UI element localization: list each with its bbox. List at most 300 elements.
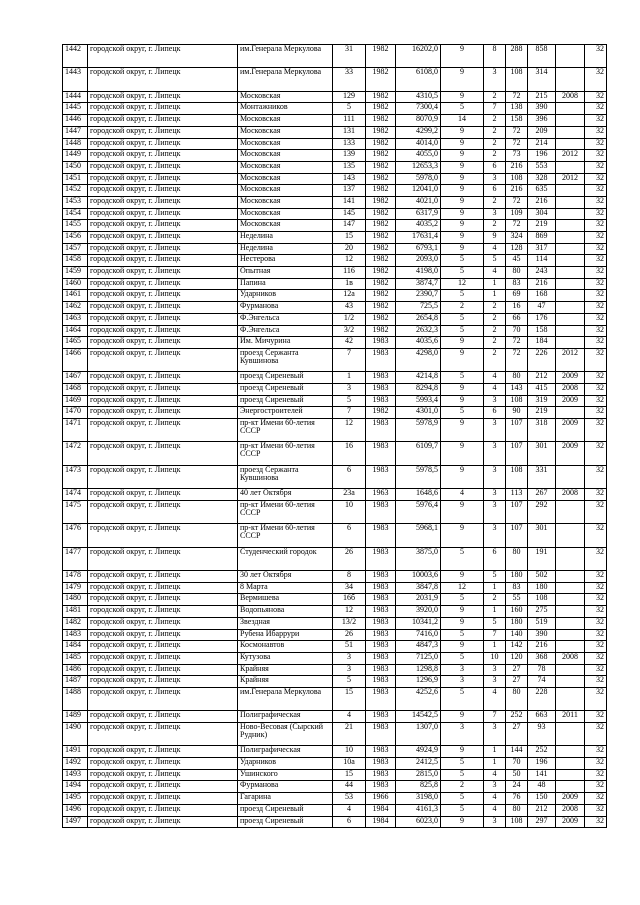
cell-area: 2093,0 [396,255,441,267]
cell-repair-year [556,267,585,279]
cell-row-number: 1466 [63,348,88,371]
cell-area: 3198,0 [396,793,441,805]
cell-apartments: 107 [506,500,528,523]
cell-code: 32 [585,571,607,583]
cell-row-number: 1443 [63,68,88,91]
cell-entrances: 5 [484,571,506,583]
cell-street: Крайняя [238,664,333,676]
cell-code: 32 [585,45,607,68]
cell-house-number: 15 [333,687,366,710]
table-row [63,407,607,419]
cell-row-number: 1476 [63,524,88,547]
cell-apartments: 69 [506,290,528,302]
cell-apartments: 27 [506,723,528,746]
cell-floors: 9 [441,91,484,103]
cell-code: 32 [585,594,607,606]
cell-entrances: 1 [484,290,506,302]
cell-repair-year: 2009 [556,372,585,384]
cell-street: Папина [238,278,333,290]
cell-street: Ушинского [238,769,333,781]
cell-entrances: 7 [484,711,506,723]
cell-row-number: 1472 [63,442,88,465]
cell-entrances: 6 [484,407,506,419]
cell-row-number: 1463 [63,313,88,325]
cell-house-number: 43 [333,302,366,314]
cell-residents: 219 [528,220,556,232]
cell-row-number: 1492 [63,758,88,770]
cell-code: 32 [585,547,607,570]
cell-house-number: 7 [333,348,366,371]
cell-repair-year [556,290,585,302]
cell-repair-year [556,676,585,688]
cell-repair-year [556,68,585,91]
cell-street: Студенческий городок [238,547,333,570]
cell-year-built: 1983 [366,571,396,583]
cell-code: 32 [585,687,607,710]
cell-residents: 415 [528,383,556,395]
cell-street: Ф.Энгельса [238,313,333,325]
cell-row-number: 1444 [63,91,88,103]
cell-municipality: городской округ, г. Липецк [88,641,238,653]
cell-apartments: 108 [506,68,528,91]
cell-apartments: 66 [506,313,528,325]
cell-repair-year: 2008 [556,91,585,103]
cell-house-number: 5 [333,676,366,688]
cell-code: 32 [585,278,607,290]
cell-entrances: 3 [484,816,506,828]
cell-apartments: 108 [506,465,528,488]
cell-street: проезд Сиреневый [238,816,333,828]
cell-code: 32 [585,758,607,770]
table-row [63,547,607,570]
cell-row-number: 1496 [63,804,88,816]
cell-residents: 390 [528,629,556,641]
table-row [63,465,607,488]
cell-repair-year [556,582,585,594]
cell-municipality: городской округ, г. Липецк [88,723,238,746]
cell-repair-year [556,617,585,629]
cell-floors: 9 [441,232,484,244]
cell-municipality: городской округ, г. Липецк [88,816,238,828]
cell-street: Им. Мичурина [238,337,333,349]
cell-repair-year: 2009 [556,395,585,407]
cell-repair-year: 2008 [556,383,585,395]
cell-year-built: 1983 [366,442,396,465]
cell-street: 40 лет Октября [238,489,333,501]
table-row [63,372,607,384]
cell-apartments: 72 [506,126,528,138]
cell-entrances: 1 [484,758,506,770]
table-row [63,500,607,523]
cell-entrances: 4 [484,804,506,816]
cell-row-number: 1488 [63,687,88,710]
cell-repair-year [556,126,585,138]
cell-floors: 5 [441,407,484,419]
cell-street: Опытная [238,267,333,279]
cell-apartments: 80 [506,804,528,816]
cell-code: 32 [585,302,607,314]
cell-repair-year: 2008 [556,804,585,816]
cell-code: 32 [585,524,607,547]
cell-code: 32 [585,629,607,641]
cell-row-number: 1477 [63,547,88,570]
cell-apartments: 90 [506,407,528,419]
cell-floors: 5 [441,758,484,770]
table-row [63,769,607,781]
cell-code: 32 [585,442,607,465]
cell-entrances: 7 [484,103,506,115]
table-row [63,103,607,115]
cell-entrances: 4 [484,769,506,781]
table-row [63,758,607,770]
cell-residents: 114 [528,255,556,267]
cell-street: им.Генерала Меркулова [238,687,333,710]
cell-row-number: 1474 [63,489,88,501]
cell-house-number: 135 [333,161,366,173]
cell-row-number: 1454 [63,208,88,220]
cell-year-built: 1983 [366,594,396,606]
cell-row-number: 1470 [63,407,88,419]
cell-house-number: 31 [333,45,366,68]
cell-repair-year: 2009 [556,419,585,442]
cell-house-number: 1 [333,372,366,384]
cell-street: Полиграфическая [238,711,333,723]
cell-area: 5978,0 [396,173,441,185]
cell-street: Полиграфическая [238,746,333,758]
cell-row-number: 1450 [63,161,88,173]
cell-repair-year [556,629,585,641]
cell-code: 32 [585,395,607,407]
cell-entrances: 9 [484,232,506,244]
cell-residents: 292 [528,500,556,523]
cell-year-built: 1983 [366,419,396,442]
cell-apartments: 24 [506,781,528,793]
cell-row-number: 1491 [63,746,88,758]
cell-year-built: 1983 [366,758,396,770]
table-row [63,255,607,267]
cell-floors: 9 [441,337,484,349]
cell-area: 4299,2 [396,126,441,138]
cell-area: 4021,0 [396,196,441,208]
cell-residents: 304 [528,208,556,220]
cell-row-number: 1468 [63,383,88,395]
cell-floors: 5 [441,255,484,267]
cell-code: 32 [585,267,607,279]
cell-residents: 331 [528,465,556,488]
cell-code: 32 [585,746,607,758]
cell-house-number: 26 [333,629,366,641]
cell-entrances: 2 [484,115,506,127]
table-row [63,652,607,664]
cell-house-number: 12 [333,255,366,267]
cell-municipality: городской округ, г. Липецк [88,465,238,488]
cell-house-number: 147 [333,220,366,232]
cell-entrances: 1 [484,746,506,758]
cell-row-number: 1485 [63,652,88,664]
cell-house-number: 141 [333,196,366,208]
cell-row-number: 1479 [63,582,88,594]
cell-floors: 9 [441,500,484,523]
cell-code: 32 [585,208,607,220]
cell-entrances: 4 [484,687,506,710]
cell-street: Московская [238,173,333,185]
cell-residents: 47 [528,302,556,314]
cell-municipality: городской округ, г. Липецк [88,126,238,138]
cell-year-built: 1982 [366,161,396,173]
cell-apartments: 252 [506,711,528,723]
cell-code: 32 [585,337,607,349]
cell-floors: 3 [441,664,484,676]
cell-house-number: 4 [333,711,366,723]
cell-row-number: 1490 [63,723,88,746]
cell-house-number: 12 [333,419,366,442]
cell-repair-year [556,641,585,653]
cell-floors: 5 [441,290,484,302]
cell-floors: 5 [441,372,484,384]
cell-area: 6109,7 [396,442,441,465]
cell-entrances: 2 [484,91,506,103]
cell-year-built: 1982 [366,173,396,185]
cell-year-built: 1982 [366,208,396,220]
cell-floors: 9 [441,442,484,465]
table-row [63,267,607,279]
cell-apartments: 108 [506,173,528,185]
cell-year-built: 1982 [366,68,396,91]
cell-entrances: 1 [484,606,506,618]
cell-year-built: 1982 [366,313,396,325]
cell-year-built: 1983 [366,769,396,781]
cell-row-number: 1461 [63,290,88,302]
cell-entrances: 2 [484,302,506,314]
cell-apartments: 324 [506,232,528,244]
cell-street: Крайняя [238,676,333,688]
cell-repair-year [556,138,585,150]
cell-code: 32 [585,489,607,501]
cell-apartments: 113 [506,489,528,501]
cell-row-number: 1467 [63,372,88,384]
cell-house-number: 10 [333,746,366,758]
cell-area: 12653,3 [396,161,441,173]
cell-street: проезд Сиреневый [238,372,333,384]
table-row [63,302,607,314]
cell-residents: 48 [528,781,556,793]
cell-apartments: 70 [506,758,528,770]
cell-repair-year [556,758,585,770]
cell-entrances: 4 [484,267,506,279]
table-row [63,161,607,173]
cell-area: 6108,0 [396,68,441,91]
cell-house-number: 20 [333,243,366,255]
cell-municipality: городской округ, г. Липецк [88,419,238,442]
table-body [63,45,607,828]
cell-area: 5976,4 [396,500,441,523]
cell-residents: 212 [528,372,556,384]
cell-repair-year [556,337,585,349]
cell-floors: 9 [441,617,484,629]
cell-apartments: 180 [506,571,528,583]
cell-floors: 9 [441,208,484,220]
cell-area: 2654,8 [396,313,441,325]
cell-row-number: 1495 [63,793,88,805]
cell-apartments: 107 [506,524,528,547]
table-row [63,138,607,150]
cell-street: 30 лет Октября [238,571,333,583]
cell-street: Ударников [238,758,333,770]
cell-area: 4310,5 [396,91,441,103]
cell-row-number: 1457 [63,243,88,255]
cell-area: 4298,0 [396,348,441,371]
table-row [63,629,607,641]
cell-apartments: 72 [506,220,528,232]
cell-year-built: 1983 [366,723,396,746]
cell-municipality: городской округ, г. Липецк [88,255,238,267]
cell-year-built: 1983 [366,746,396,758]
cell-municipality: городской округ, г. Липецк [88,500,238,523]
cell-entrances: 2 [484,150,506,162]
cell-repair-year [556,746,585,758]
cell-code: 32 [585,793,607,805]
cell-residents: 228 [528,687,556,710]
cell-year-built: 1983 [366,652,396,664]
cell-code: 32 [585,582,607,594]
cell-floors: 5 [441,629,484,641]
cell-street: Монтажников [238,103,333,115]
cell-entrances: 4 [484,793,506,805]
cell-street: проезд Сиреневый [238,383,333,395]
cell-repair-year [556,115,585,127]
cell-floors: 2 [441,302,484,314]
cell-street: им.Генерала Меркулова [238,45,333,68]
cell-code: 32 [585,232,607,244]
cell-residents: 184 [528,337,556,349]
cell-row-number: 1451 [63,173,88,185]
cell-year-built: 1982 [366,150,396,162]
cell-repair-year: 2008 [556,652,585,664]
cell-repair-year [556,185,585,197]
cell-repair-year [556,313,585,325]
cell-municipality: городской округ, г. Липецк [88,804,238,816]
cell-year-built: 1982 [366,196,396,208]
cell-floors: 9 [441,816,484,828]
cell-floors: 12 [441,278,484,290]
table-row [63,442,607,465]
cell-repair-year [556,524,585,547]
cell-house-number: 137 [333,185,366,197]
cell-residents: 74 [528,676,556,688]
cell-residents: 78 [528,664,556,676]
housing-registry-table [62,44,607,828]
cell-floors: 9 [441,220,484,232]
cell-entrances: 3 [484,68,506,91]
cell-row-number: 1460 [63,278,88,290]
cell-residents: 858 [528,45,556,68]
table-row [63,524,607,547]
cell-row-number: 1448 [63,138,88,150]
cell-apartments: 108 [506,816,528,828]
cell-street: Звездная [238,617,333,629]
cell-row-number: 1455 [63,220,88,232]
cell-entrances: 3 [484,723,506,746]
cell-apartments: 158 [506,115,528,127]
cell-year-built: 1982 [366,267,396,279]
cell-entrances: 3 [484,442,506,465]
cell-repair-year [556,220,585,232]
cell-repair-year [556,278,585,290]
cell-row-number: 1445 [63,103,88,115]
cell-house-number: 7 [333,407,366,419]
table-row [63,325,607,337]
cell-area: 3875,0 [396,547,441,570]
table-row [63,115,607,127]
cell-street: Московская [238,138,333,150]
cell-residents: 196 [528,758,556,770]
cell-area: 4161,3 [396,804,441,816]
cell-street: Космонавтов [238,641,333,653]
cell-apartments: 80 [506,687,528,710]
cell-floors: 5 [441,267,484,279]
cell-code: 32 [585,711,607,723]
cell-row-number: 1482 [63,617,88,629]
cell-municipality: городской округ, г. Липецк [88,606,238,618]
cell-year-built: 1982 [366,290,396,302]
table-row [63,290,607,302]
cell-year-built: 1982 [366,138,396,150]
cell-entrances: 3 [484,524,506,547]
cell-house-number: 1в [333,278,366,290]
cell-repair-year [556,687,585,710]
cell-house-number: 131 [333,126,366,138]
cell-apartments: 80 [506,547,528,570]
cell-entrances: 3 [484,664,506,676]
cell-municipality: городской округ, г. Липецк [88,372,238,384]
cell-house-number: 15 [333,769,366,781]
cell-apartments: 143 [506,383,528,395]
cell-apartments: 144 [506,746,528,758]
cell-code: 32 [585,372,607,384]
cell-year-built: 1982 [366,103,396,115]
cell-floors: 9 [441,571,484,583]
cell-year-built: 1983 [366,500,396,523]
cell-year-built: 1982 [366,115,396,127]
cell-floors: 9 [441,243,484,255]
cell-floors: 9 [441,465,484,488]
cell-entrances: 2 [484,337,506,349]
cell-residents: 168 [528,290,556,302]
cell-entrances: 4 [484,383,506,395]
cell-year-built: 1982 [366,407,396,419]
cell-entrances: 2 [484,126,506,138]
table-row [63,173,607,185]
cell-street: пр-кт Имени 60-летия СССР [238,419,333,442]
table-row [63,196,607,208]
cell-entrances: 5 [484,617,506,629]
cell-apartments: 27 [506,676,528,688]
cell-apartments: 107 [506,419,528,442]
cell-municipality: городской округ, г. Липецк [88,278,238,290]
cell-municipality: городской округ, г. Липецк [88,582,238,594]
cell-year-built: 1983 [366,781,396,793]
cell-row-number: 1483 [63,629,88,641]
cell-municipality: городской округ, г. Липецк [88,91,238,103]
cell-row-number: 1452 [63,185,88,197]
cell-area: 2390,7 [396,290,441,302]
cell-repair-year [556,232,585,244]
cell-code: 32 [585,161,607,173]
cell-apartments: 120 [506,652,528,664]
cell-municipality: городской округ, г. Липецк [88,196,238,208]
cell-municipality: городской округ, г. Липецк [88,220,238,232]
cell-house-number: 145 [333,208,366,220]
